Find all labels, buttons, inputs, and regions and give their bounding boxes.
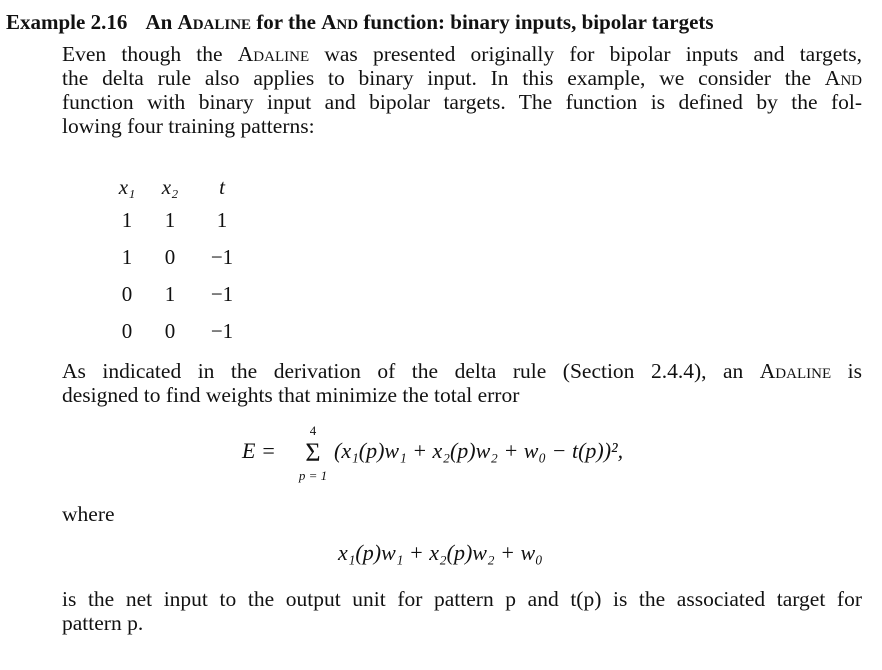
example-title-part: An (145, 10, 178, 34)
table-cell: 1 (164, 282, 176, 306)
training-patterns-table (106, 172, 252, 350)
column-header-x2: x₂ (161, 174, 179, 199)
sum-lower-limit: p = 1 (298, 468, 328, 483)
example-heading (6, 10, 714, 35)
conclusion-paragraph (62, 587, 862, 635)
sigma-symbol: Σ (305, 438, 321, 467)
table-cell: 1 (121, 245, 133, 269)
net-input-formula: x₁(p)w₁ + x₂(p)w₂ + w₀ (338, 540, 543, 565)
example-title-part: function: binary inputs, bipolar targets (358, 10, 714, 34)
column-header-x1: x₁ (118, 174, 136, 199)
table-header-row (106, 172, 252, 202)
example-number: Example 2.16 (6, 10, 128, 34)
derivation-line: As indicated in the derivation of the delta rule (Section 2.4.4), an Adaline is (62, 359, 862, 383)
conclusion-line: is the net input to the output unit for pattern p and t(p) is the associated target for (62, 587, 862, 611)
table-cell: −1 (210, 282, 234, 306)
intro-line: function with binary input and bipolar targets. The function is defined by the fol- (62, 90, 862, 114)
table-row (106, 313, 252, 350)
table-cell: −1 (210, 245, 234, 269)
error-formula-body: (x₁(p)w₁ + x₂(p)w₂ + w₀ − t(p))², (334, 438, 624, 463)
table-cell: 0 (164, 319, 176, 343)
example-title-and: And (321, 10, 359, 34)
table-row (106, 276, 252, 313)
table-cell: 0 (121, 319, 133, 343)
summation-symbol (290, 424, 336, 484)
intro-line: lowing four training patterns: (62, 114, 315, 138)
intro-line: Even though the Adaline was presented originally for bipolar inputs and targets, (62, 42, 862, 66)
derivation-paragraph (62, 359, 862, 407)
table-row (106, 239, 252, 276)
table-cell: 0 (121, 282, 133, 306)
example-title-adaline: Adaline (177, 10, 252, 34)
table-row (106, 202, 252, 239)
table-cell: 1 (121, 208, 133, 232)
table-cell: −1 (210, 319, 234, 343)
conclusion-line: pattern p. (62, 611, 144, 635)
sum-upper-limit: 4 (309, 423, 317, 438)
intro-line: the delta rule also applies to binary input. In this example, we consider the And (62, 66, 862, 90)
column-header-t: t (219, 174, 225, 199)
error-formula-lhs: E = (242, 438, 276, 463)
example-title-part: for the (251, 10, 322, 34)
table-cell: 1 (164, 208, 176, 232)
table-cell: 1 (216, 208, 228, 232)
derivation-line: designed to find weights that minimize the total error (62, 383, 520, 407)
where-text: where (62, 502, 115, 526)
intro-paragraph (62, 42, 862, 138)
table-cell: 0 (164, 245, 176, 269)
